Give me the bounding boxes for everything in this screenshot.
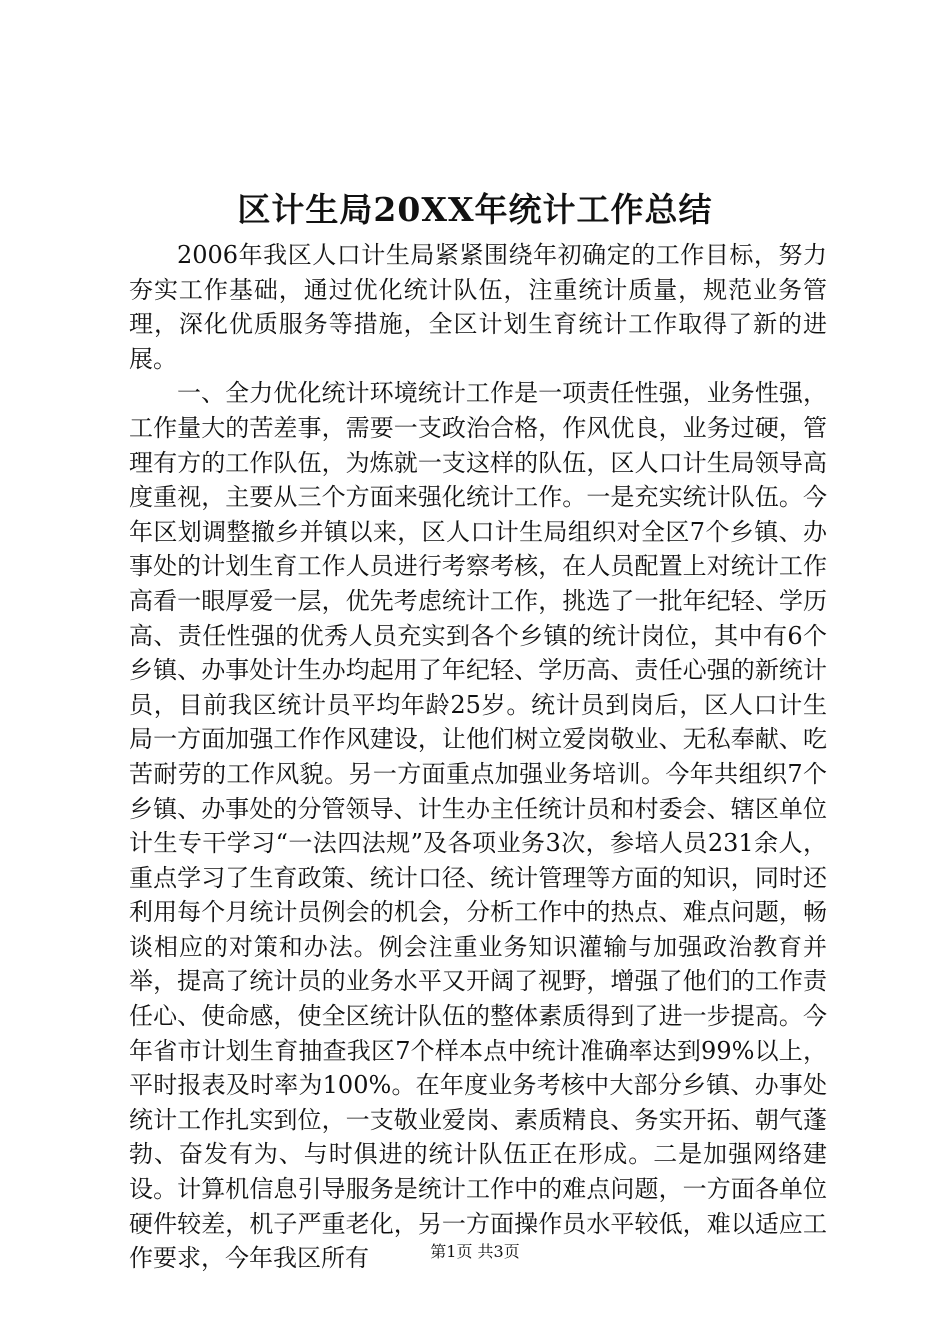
paragraph-section-one: 一、全力优化统计环境统计工作是一项责任性强，业务性强，工作量大的苦差事，需要一支政治合格，作风优良，业务过硬，管理有方的工作队伍，为炼就一支这样的队伍，区人口计生局领导高度重视，主要从三个方面来强化统计工作。一是充实统计队伍。今年区划调整撤乡并镇以来，区人口计生局组织对全区7个乡镇、办事处的计划生育工作人员进行考察考核，在人员配置上对统计工作高看一眼厚爱一层，优先考虑统计工作，挑选了一批年纪轻、学历高、责任性强的优秀人员充实到各个乡镇的统计岗位，其中有6个乡镇、办事处计生办均起用了年纪轻、学历高、责任心强的新统计员，目前我区统计员平均年龄25岁。统计员到岗后，区人口计生局一方面加强工作作风建设，让他们树立爱岗敬业、无私奉献、吃苦耐劳的工作风貌。另一方面重点加强业务培训。今年共组织7个乡镇、办事处的分管领导、计生办主任统计员和村委会、辖区单位计生专干学习“一法四法规”及各项业务3次，参培人员231余人，重点学习了生育政策、统计口径、统计管理等方面的知识，同时还利用每个月统计员例会的机会，分析工作中的热点、难点问题，畅谈相应的对策和办法。例会注重业务知识灌输与加强政治教育并举，提高了统计员的业务水平又开阔了视野，增强了他们的工作责任心、使命感，使全区统计队伍的整体素质得到了进一步提高。今年省市计划生育抽查我区7个样本点中统计准确率达到99%以上，平时报表及时率为100%。在年度业务考核中大部分乡镇、办事处统计工作扎实到位，一支敬业爱岗、素质精良、务实开拓、朝气蓬勃、奋发有为、与时俱进的统计队伍正在形成。二是加强网络建设。计算机信息引导服务是统计工作中的难点问题，一方面各单位硬件较差，机子严重老化，另一方面操作员水平较低，难以适应工作要求，今年我区所有 xyxy=(129,379,827,1273)
paragraph-intro: 2006年我区人口计生局紧紧围绕年初确定的工作目标，努力夯实工作基础，通过优化统计队伍，注重统计质量，规范业务管理，深化优质服务等措施，全区计划生育统计工作取得了新的进展。 xyxy=(129,241,827,373)
page-footer: 第1页 共3页 xyxy=(430,1242,520,1261)
document-title: 区计生局20XX年统计工作总结 xyxy=(237,190,713,229)
document-body xyxy=(129,238,827,1276)
